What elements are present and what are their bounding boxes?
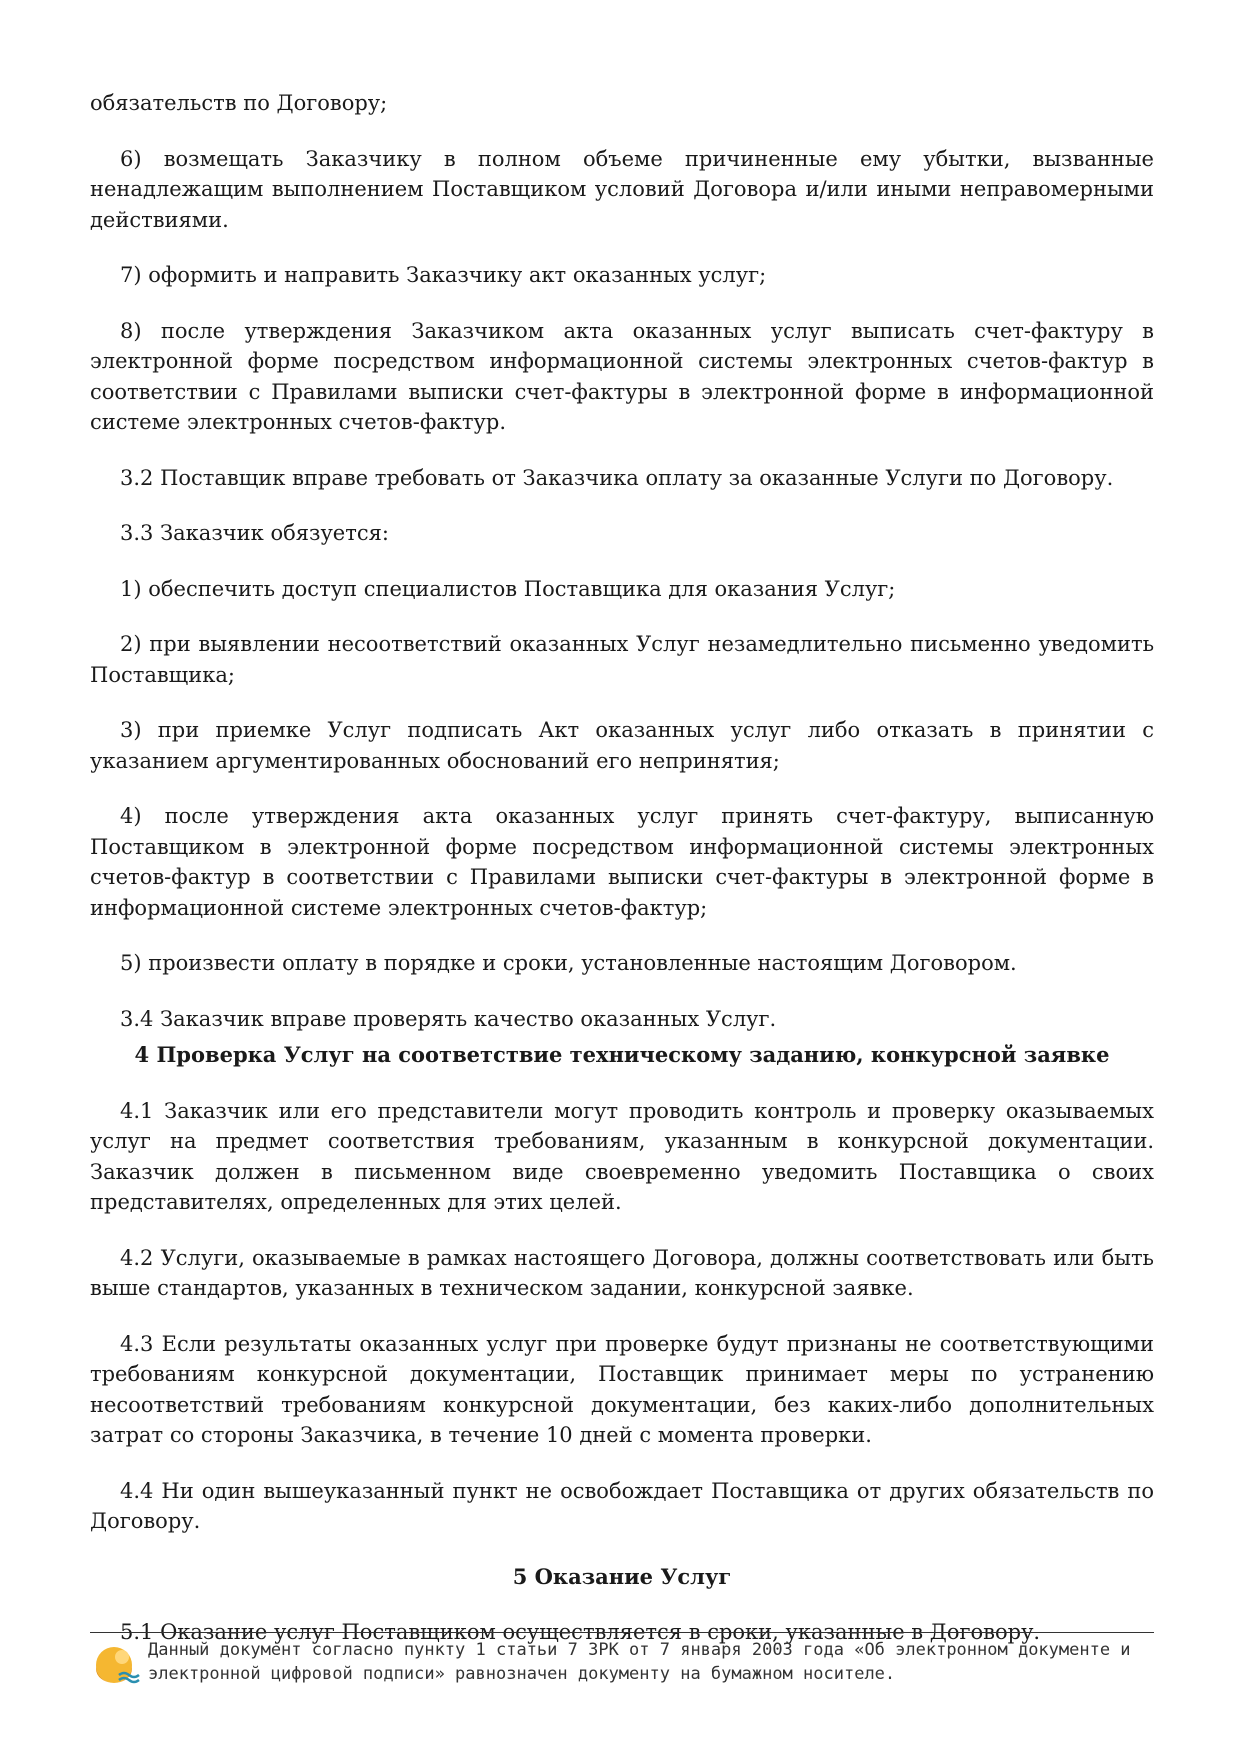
footer-notice-line-2: электронной цифровой подписи» равнозначен документу на бумажном носителе.	[148, 1664, 896, 1684]
paragraph: 6) возмещать Заказчику в полном объеме причиненные ему убытки, вызванные ненадлежащим выполнением Поставщиком условий Договора и/или иными неправомерными действиями.	[90, 146, 1154, 232]
paragraph: 4.1 Заказчик или его представители могут проводить контроль и проверку оказываемых услуг на предмет соответствия требованиям, указанным в конкурсной документации. Заказчик должен в письменном виде своевременно уведомить Поставщика о своих представителях, определенных для этих целей.	[90, 1098, 1154, 1214]
section-heading-5: 5 Оказание Услуг	[512, 1563, 732, 1589]
paragraph: 7) оформить и направить Заказчику акт оказанных услуг;	[120, 263, 767, 287]
footer-notice-line-1: Данный документ согласно пункту 1 статьи 7 ЗРК от 7 января 2003 года «Об электронном документе и	[148, 1640, 1131, 1660]
paragraph: 4.2 Услуги, оказываемые в рамках настоящего Договора, должны соответствовать или быть выше стандартов, указанных в техническом задании, конкурсной заявке.	[90, 1245, 1154, 1300]
paragraph: 3.4 Заказчик вправе проверять качество оказанных Услуг.	[120, 1006, 777, 1031]
paragraph: 3.3 Заказчик обязуется:	[120, 521, 389, 545]
paragraph: 4) после утверждения акта оказанных услуг принять счет-фактуру, выписанную Поставщиком в электронной форме посредством информационной системы электронных счетов-фактур в соответствии с Правилами выписки счет-фактуры в электронной форме в информационной системе электронных счетов-фактур;	[90, 804, 1154, 920]
paragraph: 3.2 Поставщик вправе требовать от Заказчика оплату за оказанные Услуги по Договору.	[120, 465, 1114, 490]
document-body	[90, 88, 1154, 1673]
paragraph: 5) произвести оплату в порядке и сроки, установленные настоящим Договором.	[120, 951, 1017, 975]
paragraph: 3) при приемке Услуг подписать Акт оказанных услуг либо отказать в принятии с указанием аргументированных обоснований его непринятия;	[90, 718, 1154, 773]
e-document-seal-icon	[92, 1639, 140, 1687]
paragraph: обязательств по Договору;	[90, 91, 388, 115]
paragraph: 1) обеспечить доступ специалистов Поставщика для оказания Услуг;	[120, 576, 896, 601]
paragraph: 2) при выявлении несоответствий оказанных Услуг незамедлительно письменно уведомить Поставщика;	[90, 632, 1154, 687]
paragraph: 4.4 Ни один вышеуказанный пункт не освобождает Поставщика от других обязательств по Договору.	[90, 1478, 1154, 1533]
paragraph: 8) после утверждения Заказчиком акта оказанных услуг выписать счет-фактуру в электронной форме посредством информационной системы электронных счетов-фактур в соответствии с Правилами выписки счет-фактуры в электронной форме в информационной системе электронных счетов-фактур.	[90, 318, 1154, 434]
paragraph: 5.1 Оказание услуг Поставщиком осуществляется в сроки, указанные в Договору.	[120, 1620, 1041, 1644]
footer-notice	[148, 1638, 1148, 1686]
paragraph: 4.3 Если результаты оказанных услуг при проверке будут признаны не соответствующими требованиям конкурсной документации, Поставщик принимает меры по устранению несоответствий требованиям конкурсной документации, без каких-либо дополнительных затрат со стороны Заказчика, в течение 10 дней с момента проверки.	[90, 1331, 1154, 1447]
section-heading-4: 4 Проверка Услуг на соответствие техническому заданию, конкурсной заявке	[134, 1042, 1110, 1067]
footer-divider	[90, 1632, 1154, 1633]
